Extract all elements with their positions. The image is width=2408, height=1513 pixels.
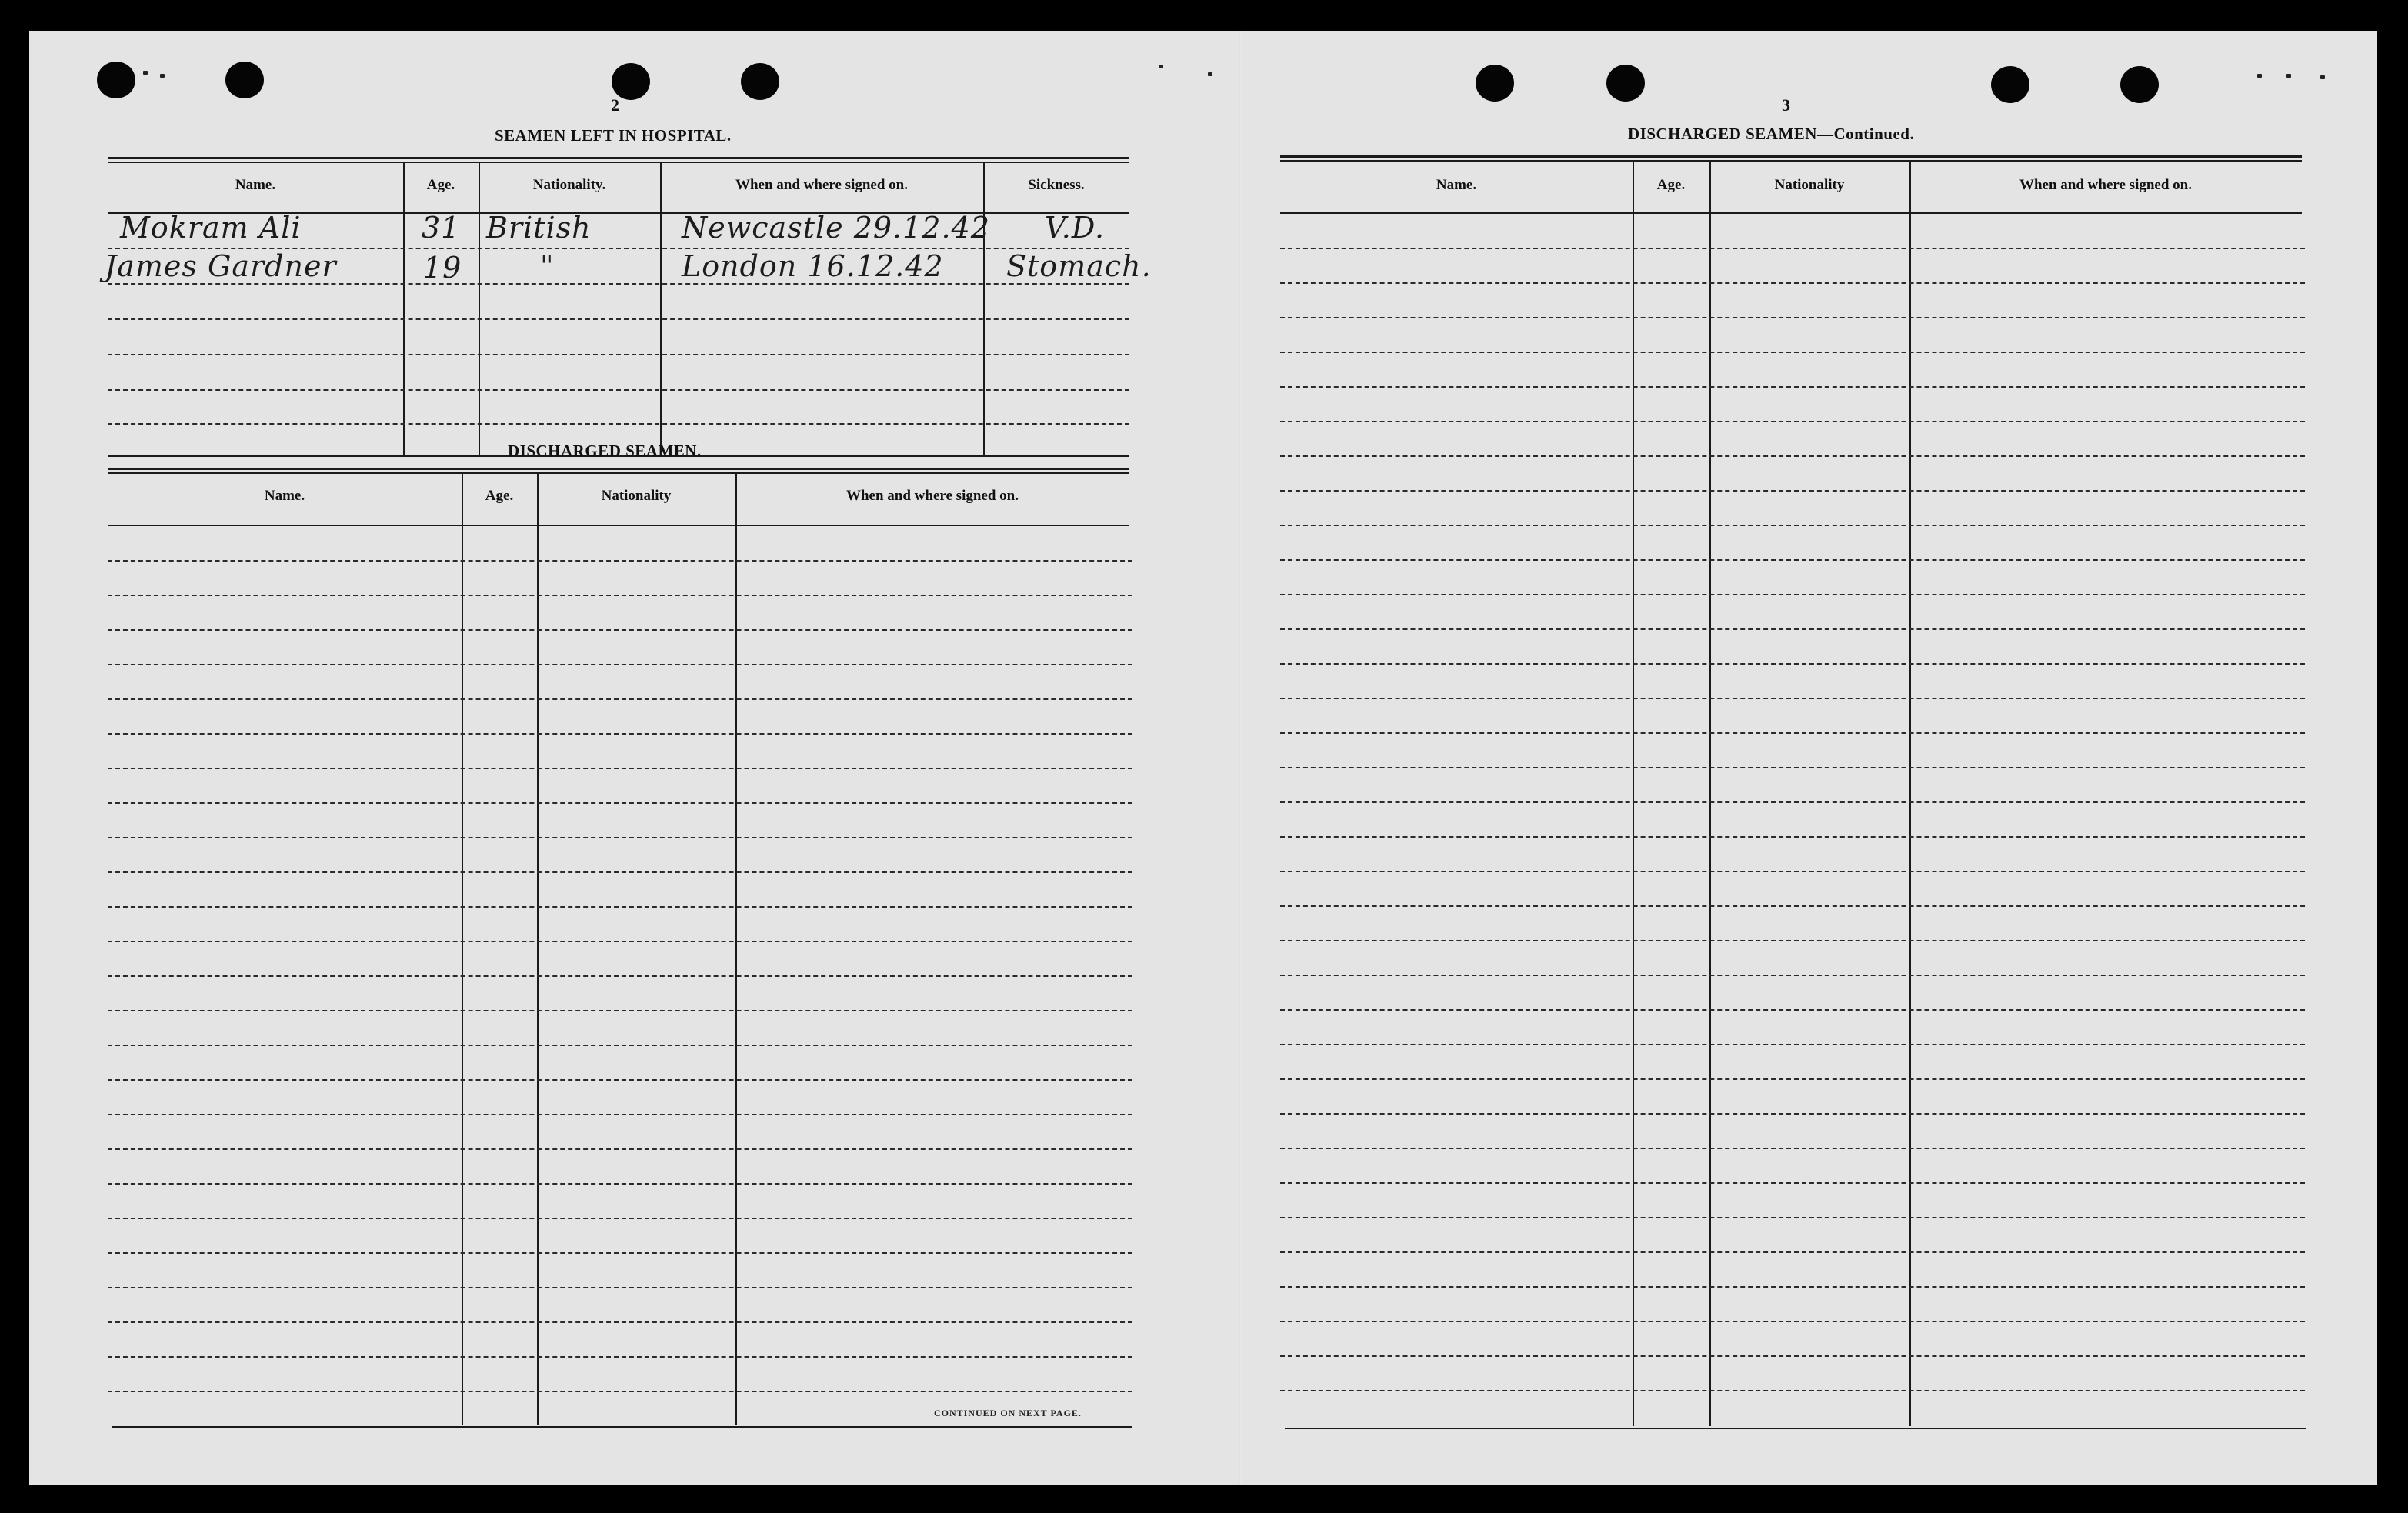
entry-line <box>1280 455 2305 457</box>
entry-line <box>108 941 1132 942</box>
entry-line <box>108 1252 1132 1254</box>
ink-speck <box>1208 72 1212 76</box>
column-header-signed-on: When and where signed on. <box>735 177 908 193</box>
entry-line <box>108 595 1132 596</box>
entry-line <box>1280 1355 2305 1357</box>
table-top-rule <box>108 468 1129 470</box>
entry-line <box>108 1148 1132 1150</box>
entry-line <box>1280 317 2305 318</box>
column-header-signed-on: When and where signed on. <box>2019 177 2192 193</box>
entry-line <box>108 733 1132 735</box>
punch-hole <box>741 63 779 100</box>
column-header-age: Age. <box>485 488 514 504</box>
entry-line <box>1280 1251 2305 1253</box>
ink-speck <box>2286 74 2291 78</box>
entry-line <box>108 975 1132 977</box>
column-header-nationality: Nationality. <box>532 177 606 193</box>
entry-line <box>1280 698 2305 699</box>
column-header-age: Age. <box>426 177 455 193</box>
ink-speck <box>143 71 148 75</box>
entry-line <box>108 389 1129 391</box>
entry-line <box>108 629 1132 631</box>
entry-line <box>1280 663 2305 665</box>
table-bottom-rule <box>112 1426 1132 1428</box>
column-divider <box>660 163 662 455</box>
entry-line <box>108 1079 1132 1081</box>
hospital-row-nationality: British <box>486 211 592 245</box>
hospital-row-name: Mokram Ali <box>120 211 302 245</box>
hospital-row-age: 31 <box>422 211 461 245</box>
entry-line <box>1280 732 2305 734</box>
entry-line <box>108 423 1129 425</box>
entry-line <box>108 664 1132 665</box>
hospital-row-name: James Gardner <box>105 249 337 283</box>
column-divider <box>479 163 480 455</box>
table-top-rule <box>108 162 1129 163</box>
punch-hole <box>1606 65 1645 102</box>
hospital-section-title: SEAMEN LEFT IN HOSPITAL. <box>495 126 732 145</box>
entry-line <box>1280 801 2305 803</box>
entry-line <box>1280 594 2305 595</box>
column-header-name: Name. <box>235 177 276 193</box>
table-top-rule <box>108 472 1129 474</box>
entry-line <box>108 1114 1132 1115</box>
punch-hole <box>1991 66 2029 103</box>
entry-line <box>108 802 1132 804</box>
punch-hole <box>1476 65 1514 102</box>
ink-speck <box>2320 75 2325 79</box>
entry-line <box>1280 940 2305 941</box>
continued-note: CONTINUED ON NEXT PAGE. <box>934 1408 1082 1418</box>
entry-line <box>108 1321 1132 1323</box>
column-header-signed-on: When and where signed on. <box>845 488 1019 504</box>
page-fold <box>1239 31 1242 1485</box>
entry-line <box>1280 1044 2305 1045</box>
column-divider <box>403 163 405 455</box>
page-number: 2 <box>611 95 619 115</box>
entry-line <box>1280 559 2305 561</box>
register-sheet <box>29 31 2377 1485</box>
entry-line <box>108 354 1129 355</box>
entry-line <box>108 906 1132 908</box>
entry-line <box>108 1287 1132 1288</box>
column-divider <box>537 474 539 1425</box>
entry-line <box>108 768 1132 769</box>
table-top-rule <box>1280 155 2302 158</box>
entry-line <box>1280 525 2305 526</box>
entry-line <box>1280 1078 2305 1080</box>
entry-line <box>1280 1182 2305 1184</box>
entry-line <box>108 871 1132 873</box>
punch-hole <box>612 63 650 100</box>
entry-line <box>1280 905 2305 907</box>
hospital-row-signed-on: London 16.12.42 <box>682 249 944 283</box>
entry-line <box>108 318 1129 320</box>
discharged-section-title: DISCHARGED SEAMEN. <box>508 442 702 460</box>
entry-line <box>1280 975 2305 976</box>
entry-line <box>1280 421 2305 422</box>
table-top-rule <box>108 157 1129 159</box>
entry-line <box>1280 836 2305 838</box>
table-top-rule <box>1280 160 2302 162</box>
column-divider <box>462 474 463 1425</box>
table-bottom-rule <box>1285 1428 2306 1429</box>
entry-line <box>108 1045 1132 1046</box>
header-bottom-rule <box>108 525 1129 526</box>
entry-line <box>108 1391 1132 1392</box>
header-bottom-rule <box>1280 212 2302 214</box>
entry-line <box>1280 490 2305 492</box>
entry-line <box>1280 248 2305 249</box>
entry-line <box>1280 871 2305 872</box>
column-header-nationality: Nationality <box>1774 177 1845 193</box>
entry-line <box>1280 352 2305 353</box>
entry-line <box>1280 1113 2305 1115</box>
punch-hole <box>2120 66 2159 103</box>
column-divider <box>735 474 737 1425</box>
column-header-nationality: Nationality <box>601 488 672 504</box>
entry-line <box>108 560 1132 562</box>
entry-line <box>108 698 1132 700</box>
page-number: 3 <box>1782 95 1790 115</box>
hospital-row-age: 19 <box>423 251 462 285</box>
entry-line <box>1280 1321 2305 1322</box>
hospital-row-nationality: " <box>540 249 555 283</box>
column-header-name: Name. <box>264 488 305 504</box>
entry-line <box>1280 628 2305 630</box>
entry-line <box>1280 1286 2305 1288</box>
entry-line <box>1280 282 2305 284</box>
entry-line <box>1280 1390 2305 1391</box>
hospital-row-sickness: Stomach. <box>1006 249 1152 283</box>
ink-speck <box>1159 65 1163 68</box>
punch-hole <box>97 62 135 98</box>
column-header-age: Age. <box>1656 177 1686 193</box>
entry-line <box>108 1356 1132 1358</box>
entry-line <box>1280 1009 2305 1011</box>
entry-line <box>1280 1148 2305 1149</box>
column-header-name: Name. <box>1436 177 1477 193</box>
entry-line <box>1280 767 2305 768</box>
entry-line <box>108 1218 1132 1219</box>
ink-speck <box>160 74 165 78</box>
entry-line <box>108 1010 1132 1011</box>
column-header-sickness: Sickness. <box>1028 177 1085 193</box>
entry-line <box>1280 1217 2305 1218</box>
entry-line <box>108 1183 1132 1185</box>
column-divider <box>983 163 985 455</box>
hospital-row-signed-on: Newcastle 29.12.42 <box>682 211 990 245</box>
entry-line <box>1280 386 2305 388</box>
entry-line <box>108 837 1132 838</box>
punch-hole <box>225 62 264 98</box>
discharged-continued-title: DISCHARGED SEAMEN—Continued. <box>1628 125 1915 143</box>
hospital-row-sickness: V.D. <box>1045 211 1106 245</box>
entry-line <box>108 283 1129 285</box>
ink-speck <box>2257 74 2262 78</box>
